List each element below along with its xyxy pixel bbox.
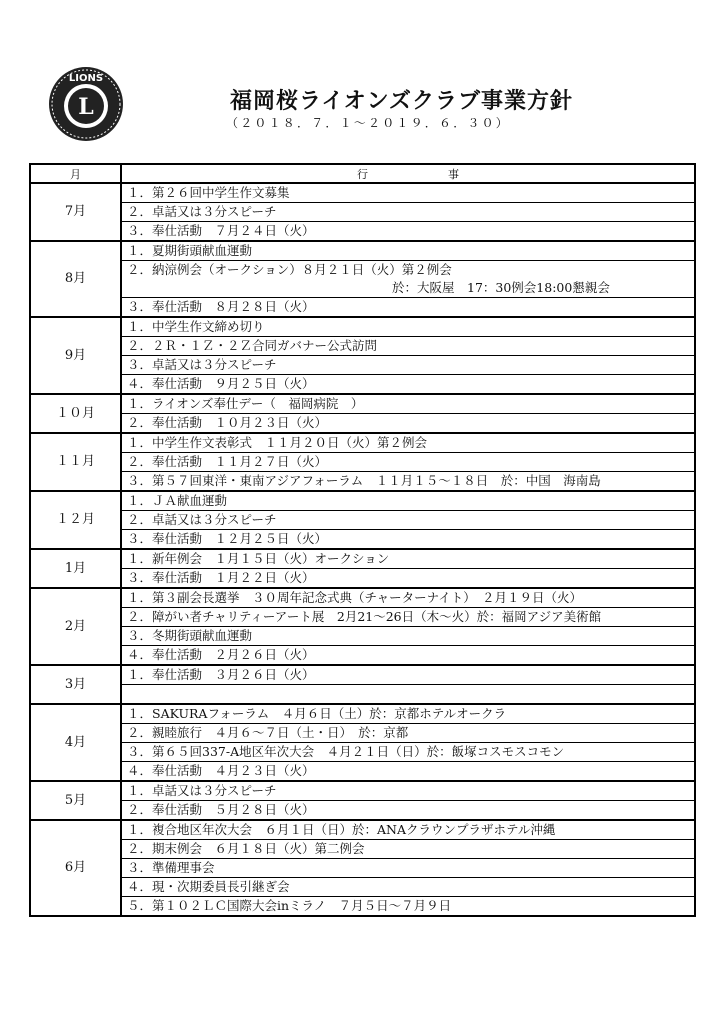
month-cell: 1月 bbox=[30, 549, 121, 588]
event-row bbox=[30, 394, 695, 414]
event-text: ２．障がい者チャリティーアート展 2月21～26日（木～火）於：福岡アジア美術館 bbox=[127, 609, 602, 624]
event-row bbox=[30, 588, 695, 608]
event-cell bbox=[121, 897, 695, 917]
month-cell: 6月 bbox=[30, 820, 121, 916]
lions-club-logo bbox=[46, 64, 126, 144]
month-cell: 7月 bbox=[30, 183, 121, 241]
event-row bbox=[30, 549, 695, 569]
month-cell: 3月 bbox=[30, 665, 121, 704]
event-column-header: 行 事 bbox=[121, 164, 695, 183]
event-row bbox=[30, 840, 695, 859]
event-cell bbox=[121, 261, 695, 298]
event-row bbox=[30, 356, 695, 375]
event-cell bbox=[121, 530, 695, 550]
event-row bbox=[30, 433, 695, 453]
event-cell bbox=[121, 704, 695, 724]
event-text: １．中学生作文表彰式 １１月２０日（火）第２例会 bbox=[127, 435, 428, 450]
month-cell: １１月 bbox=[30, 433, 121, 491]
event-row bbox=[30, 897, 695, 917]
event-cell bbox=[121, 337, 695, 356]
event-text: ４．奉仕活動 ２月２６日（火） bbox=[127, 647, 315, 662]
event-text: ２．２Ｒ・１Ｚ・２Ｚ合同ガバナー公式訪問 bbox=[127, 338, 378, 353]
event-row bbox=[30, 183, 695, 203]
event-text: １．第２６回中学生作文募集 bbox=[127, 185, 290, 200]
event-cell bbox=[121, 511, 695, 530]
event-cell bbox=[121, 743, 695, 762]
event-text: １．新年例会 １月１５日（火）オークション bbox=[127, 551, 390, 566]
event-row bbox=[30, 261, 695, 298]
schedule-body bbox=[30, 183, 695, 916]
event-row bbox=[30, 375, 695, 395]
event-cell bbox=[121, 608, 695, 627]
event-text: １．ライオンズ奉仕デー（ 福岡病院 ） bbox=[127, 396, 364, 411]
event-cell bbox=[121, 394, 695, 414]
event-text: ３．奉仕活動 ８月２８日（火） bbox=[127, 299, 315, 314]
event-cell bbox=[121, 646, 695, 666]
event-row bbox=[30, 337, 695, 356]
event-cell bbox=[121, 569, 695, 589]
event-row bbox=[30, 222, 695, 242]
month-cell: 4月 bbox=[30, 704, 121, 781]
event-text: ２．卓話又は３分スピーチ bbox=[127, 204, 277, 219]
event-cell bbox=[121, 840, 695, 859]
event-cell bbox=[121, 433, 695, 453]
event-cell bbox=[121, 183, 695, 203]
event-row bbox=[30, 685, 695, 705]
event-row bbox=[30, 511, 695, 530]
event-text: １．SAKURAフォーラム ４月６日（土）於：京都ホテルオークラ bbox=[127, 706, 507, 721]
page-title: 福岡桜ライオンズクラブ事業方針 bbox=[230, 89, 574, 114]
event-text: ５．第１０２ＬＣ国際大会inミラノ ７月５日～７月９日 bbox=[127, 898, 452, 913]
event-text: ４．奉仕活動 ９月２５日（火） bbox=[127, 376, 315, 391]
month-column-header: 月 bbox=[30, 164, 121, 183]
event-text: １．中学生作文締め切り bbox=[127, 319, 265, 334]
event-text: １．卓話又は３分スピーチ bbox=[127, 783, 277, 798]
month-cell: １０月 bbox=[30, 394, 121, 433]
event-row bbox=[30, 608, 695, 627]
event-text: ４．奉仕活動 ４月２３日（火） bbox=[127, 763, 315, 778]
month-cell: 5月 bbox=[30, 781, 121, 820]
event-row bbox=[30, 878, 695, 897]
event-cell bbox=[121, 222, 695, 242]
event-text: ３．奉仕活動 ７月２４日（火） bbox=[127, 223, 315, 238]
event-cell bbox=[121, 878, 695, 897]
event-row bbox=[30, 298, 695, 318]
event-text: ３．準備理事会 bbox=[127, 860, 215, 875]
event-cell bbox=[121, 781, 695, 801]
event-text: ３．第５７回東洋・東南アジアフォーラム １１月１５～１８日 於：中国 海南島 bbox=[127, 473, 601, 488]
month-cell: １２月 bbox=[30, 491, 121, 549]
event-text: ３．冬期街頭献血運動 bbox=[127, 628, 253, 643]
event-venue: 於：大阪屋 17：30例会18:00懇親会 bbox=[392, 280, 610, 295]
event-text: ２．期末例会 ６月１８日（火）第二例会 bbox=[127, 841, 365, 856]
event-cell bbox=[121, 549, 695, 569]
event-row bbox=[30, 646, 695, 666]
event-cell bbox=[121, 375, 695, 395]
event-cell bbox=[121, 801, 695, 821]
event-row bbox=[30, 665, 695, 685]
event-row bbox=[30, 317, 695, 337]
event-row bbox=[30, 491, 695, 511]
logo-text: LIONS bbox=[68, 73, 104, 84]
event-row bbox=[30, 781, 695, 801]
event-cell bbox=[121, 203, 695, 222]
event-row bbox=[30, 801, 695, 821]
event-cell bbox=[121, 724, 695, 743]
event-text: ４．現・次期委員長引継ぎ会 bbox=[127, 879, 290, 894]
event-cell bbox=[121, 665, 695, 685]
event-cell bbox=[121, 453, 695, 472]
event-row bbox=[30, 241, 695, 261]
event-cell bbox=[121, 588, 695, 608]
month-cell: 9月 bbox=[30, 317, 121, 394]
event-cell bbox=[121, 820, 695, 840]
event-text: ３．奉仕活動 １月２２日（火） bbox=[127, 570, 315, 585]
month-cell: 8月 bbox=[30, 241, 121, 317]
event-text: ２．奉仕活動 １０月２３日（火） bbox=[127, 415, 328, 430]
event-text: １．複合地区年次大会 ６月１日（日）於：ANAクラウンプラザホテル沖縄 bbox=[127, 822, 556, 837]
event-text: １．夏期街頭献血運動 bbox=[127, 243, 253, 258]
schedule-table bbox=[29, 163, 696, 917]
event-cell bbox=[121, 859, 695, 878]
event-row bbox=[30, 743, 695, 762]
event-row bbox=[30, 203, 695, 222]
event-cell bbox=[121, 241, 695, 261]
event-row bbox=[30, 569, 695, 589]
event-cell bbox=[121, 317, 695, 337]
event-row bbox=[30, 627, 695, 646]
logo-letter: L bbox=[78, 94, 94, 120]
event-cell bbox=[121, 762, 695, 782]
event-cell bbox=[121, 491, 695, 511]
event-row bbox=[30, 859, 695, 878]
event-text: ２．奉仕活動 １１月２７日（火） bbox=[127, 454, 328, 469]
event-text: ３．奉仕活動 １２月２５日（火） bbox=[127, 531, 328, 546]
fiscal-period: （２０１８．７．１～２０１９．６．３０） bbox=[226, 116, 511, 130]
event-text: １．第３副会長選挙 ３０周年記念式典（チャーターナイト） ２月１９日（火） bbox=[127, 590, 583, 605]
event-text: ３．卓話又は３分スピーチ bbox=[127, 357, 277, 372]
event-cell bbox=[121, 472, 695, 492]
event-cell bbox=[121, 298, 695, 318]
event-cell bbox=[121, 685, 695, 705]
event-row bbox=[30, 762, 695, 782]
event-row bbox=[30, 414, 695, 434]
event-text: １．奉仕活動 ３月２６日（火） bbox=[127, 667, 315, 682]
month-cell: 2月 bbox=[30, 588, 121, 665]
event-text: ３．第６５回337-A地区年次大会 ４月２１日（日）於：飯塚コスモスコモン bbox=[127, 744, 565, 759]
event-text: ２．親睦旅行 ４月６～７日（土・日） 於：京都 bbox=[127, 725, 409, 740]
event-row bbox=[30, 453, 695, 472]
event-cell bbox=[121, 414, 695, 434]
event-row bbox=[30, 724, 695, 743]
event-row bbox=[30, 704, 695, 724]
event-text: １．ＪＡ献血運動 bbox=[127, 493, 228, 508]
event-cell bbox=[121, 627, 695, 646]
event-text: ２．奉仕活動 ５月２８日（火） bbox=[127, 802, 315, 817]
event-row bbox=[30, 530, 695, 550]
event-text: ２．卓話又は３分スピーチ bbox=[127, 512, 277, 527]
event-row bbox=[30, 472, 695, 492]
event-cell bbox=[121, 356, 695, 375]
event-row bbox=[30, 820, 695, 840]
event-text: ２．納涼例会（オークション）８月２１日（火）第２例会 bbox=[127, 262, 452, 277]
